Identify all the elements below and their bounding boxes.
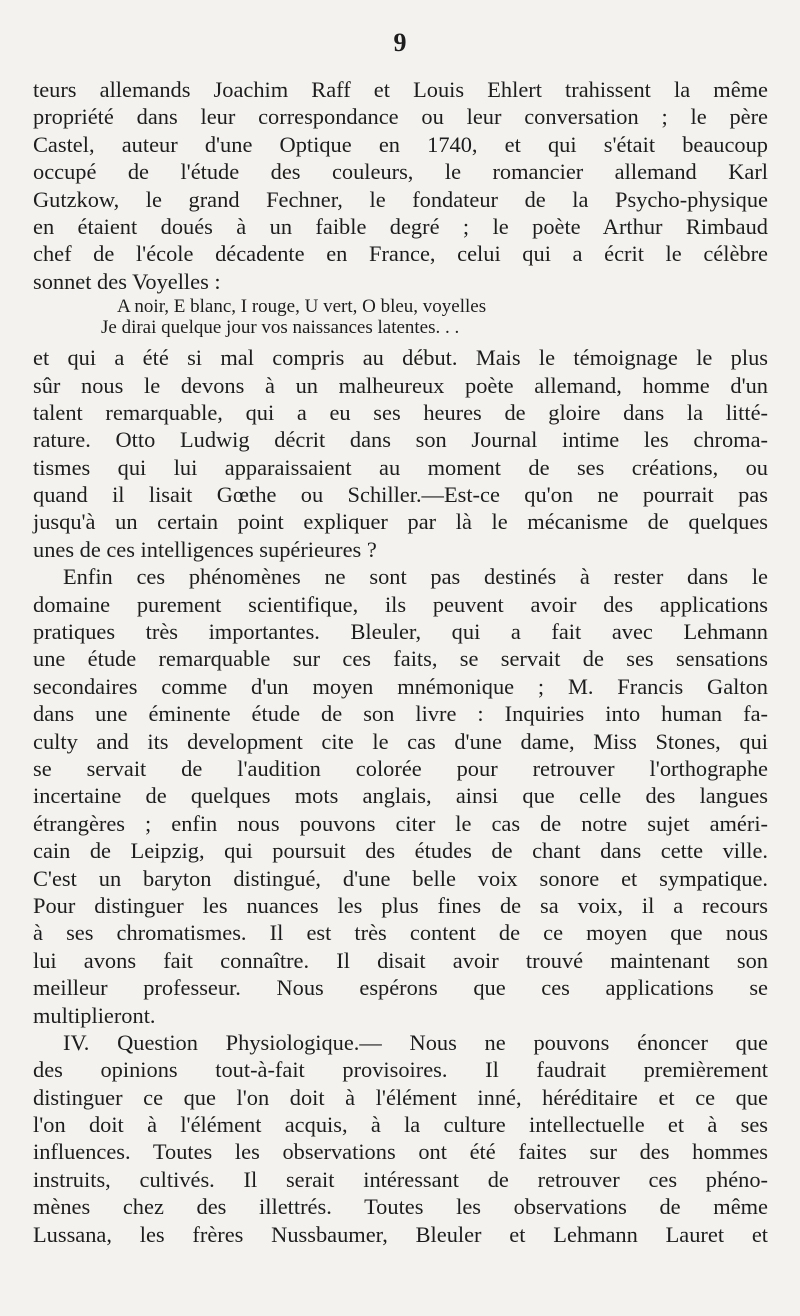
text-line: unes de ces intelligences supérieures ?: [33, 536, 377, 562]
text-line: incertaine de quelques mots anglais, ainsi que celle des langues: [33, 783, 768, 809]
text-line: secondaires comme d'un moyen mnémonique ; M. Francis Galton: [33, 673, 768, 699]
text-line: jusqu'à un certain point expliquer par là le mécanisme de quelques: [33, 509, 768, 535]
text-line: pratiques très importantes. Bleuler, qui a fait avec Lehmann: [33, 619, 768, 645]
text-line: multiplieront.: [33, 1002, 156, 1028]
text-line: distinguer ce que l'on doit à l'élément inné, héréditaire et ce que: [33, 1084, 768, 1110]
text-line: influences. Toutes les observations ont été faites sur des hommes: [33, 1139, 768, 1165]
text-line: sûr nous le devons à un malheureux poète allemand, homme d'un: [33, 372, 768, 398]
text-line: à ses chromatismes. Il est très content de ce moyen que nous: [33, 920, 768, 946]
text-line: dans une éminente étude de son livre : Inquiries into human fa-: [33, 701, 768, 727]
verse-line: Je dirai quelque jour vos naissances latentes. . .: [101, 317, 460, 339]
text-line: culty and its development cite le cas d'une dame, Miss Stones, qui: [33, 728, 768, 754]
text-line: talent remarquable, qui a eu ses heures de gloire dans la litté-: [33, 399, 768, 425]
text-line: Castel, auteur d'une Optique en 1740, et qui s'était beaucoup: [33, 131, 768, 157]
text-line: instruits, cultivés. Il serait intéressant de retrouver ces phéno-: [33, 1166, 768, 1192]
text-line: chef de l'école décadente en France, celui qui a écrit le célèbre: [33, 241, 768, 267]
page-number: 9: [393, 28, 407, 57]
text-line: tismes qui lui apparaissaient au moment de ses créations, ou: [33, 454, 768, 480]
text-line: domaine purement scientifique, ils peuvent avoir des applications: [33, 591, 768, 617]
text-line: sonnet des Voyelles :: [33, 268, 221, 294]
text-line: étrangères ; enfin nous pouvons citer le cas de notre sujet améri-: [33, 810, 768, 836]
verse-line: A noir, E blanc, I rouge, U vert, O bleu, voyelles: [117, 296, 487, 318]
text-line: C'est un baryton distingué, d'une belle voix sonore et sympatique.: [33, 865, 768, 891]
text-line: quand il lisait Gœthe ou Schiller.—Est-ce qu'on ne pourrait pas: [33, 482, 768, 508]
text-line: Gutzkow, le grand Fechner, le fondateur de la Psycho-physique: [33, 186, 768, 212]
section-heading-line: IV. Question Physiologique.— Nous ne pouvons énoncer que: [63, 1029, 768, 1055]
text-line: se servait de l'audition colorée pour retrouver l'orthographe: [33, 755, 768, 781]
text-line: et qui a été si mal compris au début. Mais le témoignage le plus: [33, 345, 768, 371]
text-line: occupé de l'étude des couleurs, le romancier allemand Karl: [33, 159, 768, 185]
paragraph-first-line: Enfin ces phénomènes ne sont pas destinés à rester dans le: [63, 564, 768, 590]
text-line: une étude remarquable sur ces faits, se servait de ses sensations: [33, 646, 768, 672]
text-line: teurs allemands Joachim Raff et Louis Ehlert trahissent la même: [33, 77, 768, 102]
text-line: propriété dans leur correspondance ou leur conversation ; le père: [33, 104, 768, 130]
text-line: rature. Otto Ludwig décrit dans son Journal intime les chroma-: [33, 427, 768, 453]
text-line: mènes chez des illettrés. Toutes les observations de même: [33, 1194, 768, 1220]
text-line: Lussana, les frères Nussbaumer, Bleuler et Lehmann Lauret et: [33, 1221, 768, 1247]
text-line: en étaient doués à un faible degré ; le poète Arthur Rimbaud: [33, 213, 768, 239]
text-line: cain de Leipzig, qui poursuit des études de chant dans cette ville.: [33, 838, 768, 864]
text-line: l'on doit à l'élément acquis, à la culture intellectuelle et à ses: [33, 1112, 768, 1138]
text-line: meilleur professeur. Nous espérons que ces applications se: [33, 975, 768, 1001]
page-body: [33, 76, 768, 1248]
text-line: Pour distinguer les nuances les plus fines de sa voix, il a recours: [33, 892, 768, 918]
text-line: lui avons fait connaître. Il disait avoir trouvé maintenant son: [33, 947, 768, 973]
text-line: des opinions tout-à-fait provisoires. Il faudrait premièrement: [33, 1057, 768, 1083]
